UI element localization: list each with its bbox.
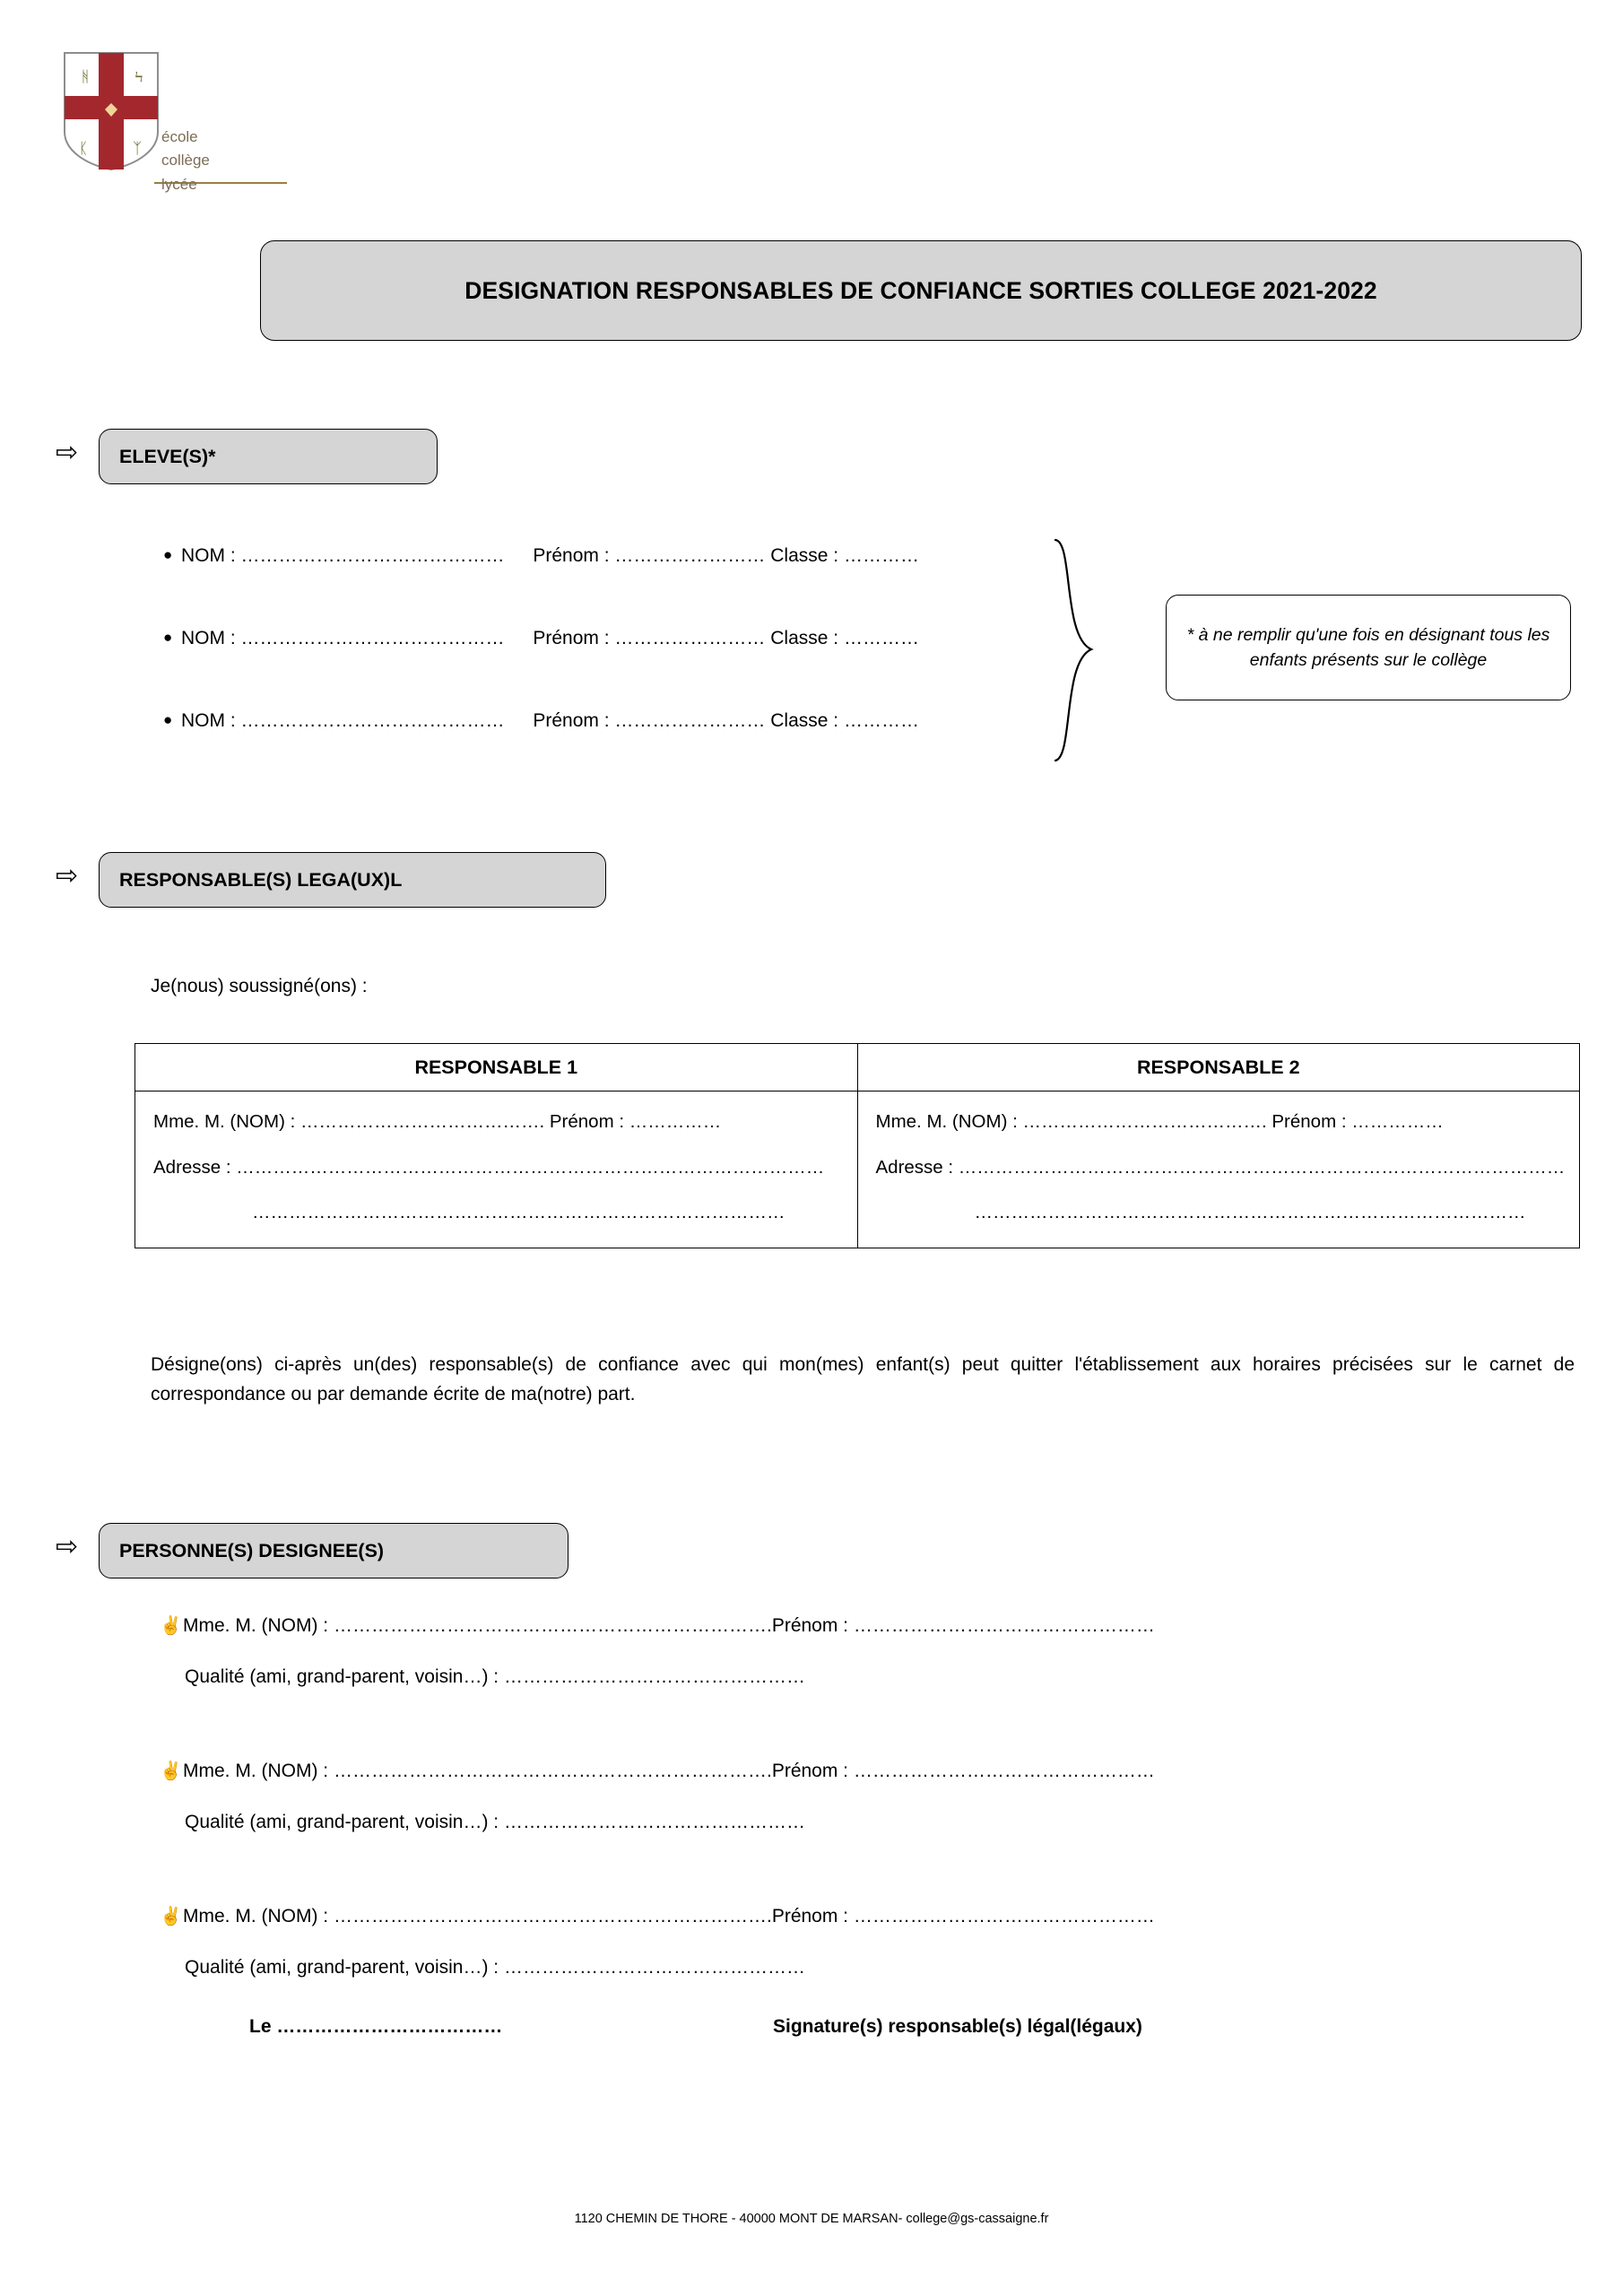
svg-text:Ϟ: Ϟ — [135, 68, 143, 85]
arrow-icon-personnes: ⇨ — [56, 1532, 79, 1561]
responsable-2-cell — [857, 1091, 1580, 1248]
pointing-hand-icon: ✌ — [160, 1761, 182, 1781]
student-prenom-label: Prénom : — [533, 545, 610, 566]
designee-qualite-line[interactable]: Qualité (ami, grand-parent, voisin…) : ………………………………………… — [185, 1957, 805, 1978]
brace-decoration — [1054, 538, 1097, 762]
designee-nom-line[interactable]: Mme. M. (NOM) : …………………………………………………………….Prénom : ………………………………………… — [183, 1615, 1155, 1636]
student-prenom-dots[interactable]: …………………… — [614, 628, 766, 648]
student-classe-label: Classe : — [770, 628, 839, 648]
table-header-responsable-2: RESPONSABLE 2 — [857, 1044, 1580, 1091]
arrow-icon-eleves: ⇨ — [56, 438, 79, 467]
note-box-eleves — [1166, 595, 1571, 700]
designee-row — [160, 1760, 1155, 1782]
table-header-row — [135, 1044, 1580, 1091]
bullet-icon: ● — [163, 546, 173, 563]
student-nom-label: NOM : — [181, 545, 236, 566]
designee-qualite-line[interactable]: Qualité (ami, grand-parent, voisin…) : ………………………………………… — [185, 1666, 805, 1687]
page-footer: 1120 CHEMIN DE THORE - 40000 MONT DE MARSAN- college@gs-cassaigne.fr — [574, 2212, 1049, 2226]
page-title — [260, 240, 1582, 341]
designation-paragraph: Désigne(ons) ci-après un(des) responsable(s) de confiance avec qui mon(mes) enfant(s) peut quitter l'établissement aux horaires précisées sur le carnet de correspondance ou par demande écrite de ma(notre) part. — [151, 1354, 1575, 1405]
svg-text:ᚻ: ᚻ — [81, 68, 91, 85]
student-row — [163, 710, 919, 732]
student-classe-label: Classe : — [770, 710, 839, 731]
responsable-2-adresse-line-2[interactable]: ……………………………………………………………………………… — [974, 1202, 1526, 1222]
student-classe-dots[interactable]: ………… — [843, 628, 919, 648]
student-nom-dots[interactable]: …………………………………… — [240, 545, 505, 566]
logo-line-lycee: lycée — [161, 175, 197, 193]
svg-text:ᛉ: ᛉ — [133, 140, 143, 157]
section-header-eleves — [99, 429, 438, 484]
table-row — [135, 1091, 1580, 1248]
responsable-1-adresse-line[interactable]: Adresse : …………………………………………………………………………………… — [153, 1156, 825, 1178]
student-row — [163, 545, 919, 567]
section-header-responsables-label: RESPONSABLE(S) LEGA(UX)L — [119, 868, 403, 891]
designee-qualite-line[interactable]: Qualité (ami, grand-parent, voisin…) : ………………………………………… — [185, 1812, 805, 1832]
section-header-personnes-label: PERSONNE(S) DESIGNEE(S) — [119, 1539, 385, 1561]
pointing-hand-icon: ✌ — [160, 1907, 182, 1926]
responsable-1-adresse-line-2[interactable]: …………………………………………………………………………… — [252, 1202, 785, 1222]
student-prenom-dots[interactable]: …………………… — [614, 545, 766, 566]
student-classe-dots[interactable]: ………… — [843, 710, 919, 731]
bullet-icon: ● — [163, 629, 173, 646]
crest-icon — [61, 49, 161, 173]
school-logo — [54, 49, 251, 242]
logo-line-ecole: école — [161, 128, 198, 145]
student-nom-dots[interactable]: …………………………………… — [240, 628, 505, 648]
section-header-eleves-label: ELEVE(S)* — [119, 445, 216, 467]
student-prenom-dots[interactable]: …………………… — [614, 710, 766, 731]
designee-row — [160, 1614, 1155, 1637]
signature-label: Signature(s) responsable(s) légal(légaux) — [773, 2016, 1142, 2037]
note-box-text: * à ne remplir qu'une fois en désignant tous les enfants présents sur le collège — [1186, 624, 1550, 670]
section-header-personnes — [99, 1523, 568, 1578]
responsable-2-nom-line[interactable]: Mme. M. (NOM) : …………………………………. Prénom : …………… — [875, 1111, 1444, 1132]
designee-nom-line[interactable]: Mme. M. (NOM) : …………………………………………………………….Prénom : ………………………………………… — [183, 1906, 1155, 1926]
student-nom-label: NOM : — [181, 628, 236, 648]
student-classe-dots[interactable]: ………… — [843, 545, 919, 566]
student-nom-dots[interactable]: …………………………………… — [240, 710, 505, 731]
logo-line-college: collège — [161, 152, 210, 170]
designee-nom-line[interactable]: Mme. M. (NOM) : …………………………………………………………….Prénom : ………………………………………… — [183, 1761, 1155, 1781]
table-header-responsable-1: RESPONSABLE 1 — [135, 1044, 858, 1091]
responsable-2-adresse-line[interactable]: Adresse : ……………………………………………………………………………………… — [875, 1156, 1566, 1178]
responsables-table — [135, 1043, 1580, 1248]
pointing-hand-icon: ✌ — [160, 1616, 182, 1636]
designee-row — [160, 1905, 1155, 1927]
logo-wordmark — [161, 126, 278, 196]
section-header-responsables — [99, 852, 606, 908]
soussigne-intro: Je(nous) soussigné(ons) : — [151, 976, 368, 996]
page-title-text: DESIGNATION RESPONSABLES DE CONFIANCE SORTIES COLLEGE 2021-2022 — [464, 276, 1377, 304]
responsable-1-nom-line[interactable]: Mme. M. (NOM) : …………………………………. Prénom : …………… — [153, 1111, 722, 1132]
date-field[interactable]: Le ……………………………… — [249, 2016, 503, 2037]
student-prenom-label: Prénom : — [533, 628, 610, 648]
student-nom-label: NOM : — [181, 710, 236, 731]
student-classe-label: Classe : — [770, 545, 839, 566]
student-row — [163, 628, 919, 649]
student-prenom-label: Prénom : — [533, 710, 610, 731]
svg-text:ᛕ: ᛕ — [79, 140, 89, 157]
bullet-icon: ● — [163, 711, 173, 728]
responsable-1-cell — [135, 1091, 858, 1248]
arrow-icon-responsables: ⇨ — [56, 861, 79, 891]
